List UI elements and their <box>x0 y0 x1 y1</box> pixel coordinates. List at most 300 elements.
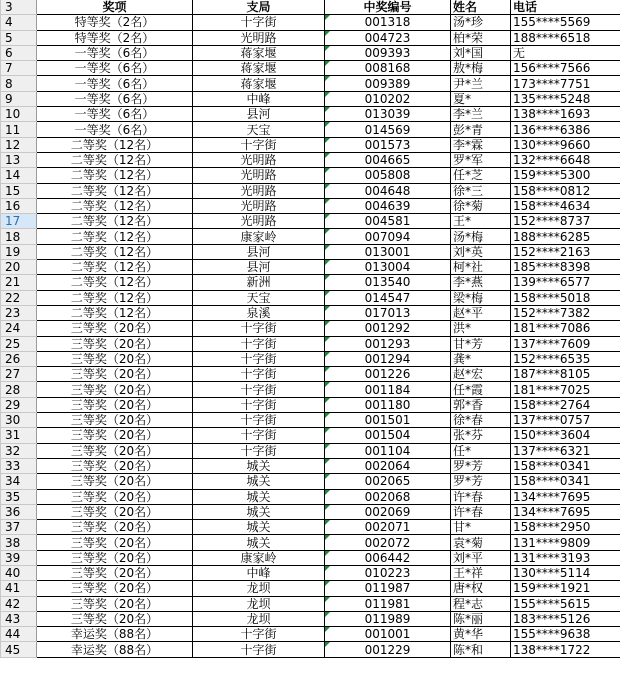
cell-name[interactable]: 程*志 <box>451 596 511 611</box>
cell-phone[interactable]: 158****0341 <box>511 458 620 473</box>
cell-code[interactable]: 006442 <box>325 550 451 565</box>
cell-name[interactable]: 徐*春 <box>451 413 511 428</box>
cell-code[interactable]: 013001 <box>325 244 451 259</box>
row-number[interactable]: 11 <box>1 122 37 137</box>
cell-phone[interactable]: 134****7695 <box>511 489 620 504</box>
cell-prize[interactable]: 三等奖（20名） <box>37 397 193 412</box>
cell-name[interactable]: 陈*丽 <box>451 611 511 626</box>
cell-code[interactable]: 010223 <box>325 565 451 580</box>
cell-branch[interactable]: 光明路 <box>193 214 325 229</box>
cell-branch[interactable]: 蒋家堰 <box>193 45 325 60</box>
cell-name[interactable]: 王* <box>451 214 511 229</box>
cell-name[interactable]: 李*燕 <box>451 275 511 290</box>
cell-code[interactable]: 002068 <box>325 489 451 504</box>
cell-phone[interactable]: 155****5569 <box>511 15 620 30</box>
row-number[interactable]: 17 <box>1 214 37 229</box>
cell-prize[interactable]: 三等奖（20名） <box>37 520 193 535</box>
cell-code[interactable]: 004648 <box>325 183 451 198</box>
cell-branch[interactable]: 新洲 <box>193 275 325 290</box>
row-number[interactable]: 42 <box>1 596 37 611</box>
cell-branch[interactable]: 城关 <box>193 458 325 473</box>
cell-branch[interactable]: 泉溪 <box>193 305 325 320</box>
cell-branch[interactable]: 龙坝 <box>193 596 325 611</box>
cell-phone[interactable]: 181****7086 <box>511 321 620 336</box>
cell-branch[interactable]: 十字街 <box>193 367 325 382</box>
row-number[interactable]: 9 <box>1 91 37 106</box>
cell-code[interactable]: 001229 <box>325 642 451 657</box>
cell-code[interactable]: 001226 <box>325 367 451 382</box>
header-row <box>1 0 620 15</box>
cell-prize[interactable]: 二等奖（12名） <box>37 290 193 305</box>
cell-branch[interactable]: 十字街 <box>193 397 325 412</box>
header-prize[interactable]: 奖项 <box>37 0 193 15</box>
cell-name[interactable]: 刘*国 <box>451 45 511 60</box>
row-number[interactable]: 8 <box>1 76 37 91</box>
cell-code[interactable]: 002064 <box>325 458 451 473</box>
cell-name[interactable]: 李*兰 <box>451 107 511 122</box>
cell-name[interactable]: 任*芝 <box>451 168 511 183</box>
cell-phone[interactable]: 158****0341 <box>511 474 620 489</box>
row-number[interactable]: 19 <box>1 244 37 259</box>
cell-branch[interactable]: 光明路 <box>193 30 325 45</box>
cell-code[interactable]: 001501 <box>325 413 451 428</box>
cell-branch[interactable]: 城关 <box>193 520 325 535</box>
row-number[interactable]: 31 <box>1 428 37 443</box>
cell-code[interactable]: 001504 <box>325 428 451 443</box>
cell-code[interactable]: 001001 <box>325 627 451 642</box>
cell-prize[interactable]: 二等奖（12名） <box>37 275 193 290</box>
cell-prize[interactable]: 三等奖（20名） <box>37 351 193 366</box>
cell-branch[interactable]: 中峰 <box>193 91 325 106</box>
cell-name[interactable]: 徐*菊 <box>451 198 511 213</box>
cell-prize[interactable]: 三等奖（20名） <box>37 413 193 428</box>
cell-name[interactable]: 刘*英 <box>451 244 511 259</box>
cell-phone[interactable]: 130****9660 <box>511 137 620 152</box>
table-row <box>1 244 620 259</box>
row-number[interactable]: 27 <box>1 367 37 382</box>
cell-phone[interactable]: 155****5615 <box>511 596 620 611</box>
cell-prize[interactable]: 三等奖（20名） <box>37 596 193 611</box>
table-row <box>1 107 620 122</box>
cell-code[interactable]: 017013 <box>325 305 451 320</box>
table-row <box>1 581 620 596</box>
table-row <box>1 596 620 611</box>
cell-prize[interactable]: 幸运奖（88名） <box>37 627 193 642</box>
cell-phone[interactable]: 152****6535 <box>511 351 620 366</box>
cell-phone[interactable]: 152****2163 <box>511 244 620 259</box>
cell-prize[interactable]: 三等奖（20名） <box>37 474 193 489</box>
cell-name[interactable]: 彭*青 <box>451 122 511 137</box>
cell-branch[interactable]: 十字街 <box>193 413 325 428</box>
cell-name[interactable]: 敖*梅 <box>451 61 511 76</box>
cell-name[interactable]: 夏* <box>451 91 511 106</box>
cell-prize[interactable]: 一等奖（6名） <box>37 45 193 60</box>
row-number[interactable]: 4 <box>1 15 37 30</box>
cell-name[interactable]: 袁*菊 <box>451 535 511 550</box>
cell-code[interactable]: 001573 <box>325 137 451 152</box>
table-row <box>1 122 620 137</box>
cell-prize[interactable]: 一等奖（6名） <box>37 91 193 106</box>
cell-prize[interactable]: 三等奖（20名） <box>37 428 193 443</box>
cell-name[interactable]: 甘* <box>451 520 511 535</box>
cell-prize[interactable]: 二等奖（12名） <box>37 183 193 198</box>
cell-name[interactable]: 徐*三 <box>451 183 511 198</box>
cell-code[interactable]: 013004 <box>325 260 451 275</box>
row-number[interactable]: 26 <box>1 351 37 366</box>
header-name[interactable]: 姓名 <box>451 0 511 15</box>
row-number[interactable]: 33 <box>1 458 37 473</box>
cell-code[interactable]: 002065 <box>325 474 451 489</box>
cell-phone[interactable]: 131****9809 <box>511 535 620 550</box>
table-row <box>1 382 620 397</box>
cell-phone[interactable]: 156****7566 <box>511 61 620 76</box>
table-row <box>1 275 620 290</box>
cell-name[interactable]: 龚* <box>451 351 511 366</box>
cell-code[interactable]: 011987 <box>325 581 451 596</box>
cell-prize[interactable]: 三等奖（20名） <box>37 443 193 458</box>
cell-branch[interactable]: 蒋家堰 <box>193 76 325 91</box>
row-number[interactable]: 20 <box>1 260 37 275</box>
cell-name[interactable]: 黄*华 <box>451 627 511 642</box>
row-number[interactable]: 41 <box>1 581 37 596</box>
cell-phone[interactable]: 150****3604 <box>511 428 620 443</box>
row-number[interactable]: 35 <box>1 489 37 504</box>
cell-name[interactable]: 柏*荣 <box>451 30 511 45</box>
cell-phone[interactable]: 158****4634 <box>511 198 620 213</box>
cell-prize[interactable]: 二等奖（12名） <box>37 244 193 259</box>
cell-code[interactable]: 001104 <box>325 443 451 458</box>
row-number[interactable]: 14 <box>1 168 37 183</box>
cell-name[interactable]: 汤*梅 <box>451 229 511 244</box>
cell-name[interactable]: 张*芬 <box>451 428 511 443</box>
table-row <box>1 336 620 351</box>
cell-name[interactable]: 罗*芳 <box>451 474 511 489</box>
cell-phone[interactable]: 159****1921 <box>511 581 620 596</box>
cell-phone[interactable]: 188****6518 <box>511 30 620 45</box>
table-row <box>1 474 620 489</box>
row-number[interactable]: 6 <box>1 45 37 60</box>
table-row <box>1 611 620 626</box>
cell-prize[interactable]: 三等奖（20名） <box>37 489 193 504</box>
cell-phone[interactable]: 158****5018 <box>511 290 620 305</box>
row-number[interactable]: 38 <box>1 535 37 550</box>
cell-prize[interactable]: 二等奖（12名） <box>37 305 193 320</box>
cell-branch[interactable]: 康家岭 <box>193 550 325 565</box>
cell-phone[interactable]: 155****9638 <box>511 627 620 642</box>
cell-prize[interactable]: 一等奖（6名） <box>37 61 193 76</box>
cell-code[interactable]: 014569 <box>325 122 451 137</box>
cell-name[interactable]: 李*霖 <box>451 137 511 152</box>
cell-code[interactable]: 002069 <box>325 504 451 519</box>
cell-phone[interactable]: 158****2950 <box>511 520 620 535</box>
cell-name[interactable]: 赵*宏 <box>451 367 511 382</box>
cell-prize[interactable]: 三等奖（20名） <box>37 458 193 473</box>
cell-branch[interactable]: 天宝 <box>193 290 325 305</box>
cell-branch[interactable]: 县河 <box>193 260 325 275</box>
cell-phone[interactable]: 158****0812 <box>511 183 620 198</box>
cell-phone[interactable]: 188****6285 <box>511 229 620 244</box>
cell-code[interactable]: 001318 <box>325 15 451 30</box>
cell-name[interactable]: 郭*香 <box>451 397 511 412</box>
table-row <box>1 642 620 657</box>
cell-branch[interactable]: 十字街 <box>193 443 325 458</box>
table-row <box>1 397 620 412</box>
cell-prize[interactable]: 二等奖（12名） <box>37 152 193 167</box>
cell-code[interactable]: 001180 <box>325 397 451 412</box>
table-row <box>1 489 620 504</box>
cell-code[interactable]: 004665 <box>325 152 451 167</box>
cell-prize[interactable]: 三等奖（20名） <box>37 382 193 397</box>
cell-prize[interactable]: 幸运奖（88名） <box>37 642 193 657</box>
cell-branch[interactable]: 十字街 <box>193 351 325 366</box>
cell-code[interactable]: 002071 <box>325 520 451 535</box>
cell-prize[interactable]: 三等奖（20名） <box>37 367 193 382</box>
table-row <box>1 137 620 152</box>
cell-phone[interactable]: 185****8398 <box>511 260 620 275</box>
cell-code[interactable]: 010202 <box>325 91 451 106</box>
cell-phone[interactable]: 136****6386 <box>511 122 620 137</box>
cell-prize[interactable]: 二等奖（12名） <box>37 214 193 229</box>
cell-branch[interactable]: 县河 <box>193 244 325 259</box>
cell-phone[interactable]: 130****5114 <box>511 565 620 580</box>
cell-name[interactable]: 许*春 <box>451 504 511 519</box>
cell-branch[interactable]: 光明路 <box>193 168 325 183</box>
row-number[interactable]: 10 <box>1 107 37 122</box>
cell-code[interactable]: 001293 <box>325 336 451 351</box>
cell-prize[interactable]: 三等奖（20名） <box>37 550 193 565</box>
cell-prize[interactable]: 三等奖（20名） <box>37 504 193 519</box>
cell-branch[interactable]: 天宝 <box>193 122 325 137</box>
row-number[interactable]: 22 <box>1 290 37 305</box>
cell-prize[interactable]: 二等奖（12名） <box>37 260 193 275</box>
cell-phone[interactable]: 138****1693 <box>511 107 620 122</box>
cell-branch[interactable]: 城关 <box>193 474 325 489</box>
cell-branch[interactable]: 十字街 <box>193 627 325 642</box>
row-number[interactable]: 18 <box>1 229 37 244</box>
cell-prize[interactable]: 三等奖（20名） <box>37 535 193 550</box>
cell-code[interactable]: 011989 <box>325 611 451 626</box>
row-number[interactable]: 39 <box>1 550 37 565</box>
cell-branch[interactable]: 十字街 <box>193 321 325 336</box>
cell-name[interactable]: 任*霞 <box>451 382 511 397</box>
header-branch[interactable]: 支局 <box>193 0 325 15</box>
cell-phone[interactable]: 无 <box>511 45 620 60</box>
cell-branch[interactable]: 十字街 <box>193 642 325 657</box>
table-row <box>1 229 620 244</box>
table-row <box>1 91 620 106</box>
cell-branch[interactable]: 龙坝 <box>193 581 325 596</box>
cell-branch[interactable]: 城关 <box>193 535 325 550</box>
cell-name[interactable]: 罗*军 <box>451 152 511 167</box>
cell-name[interactable]: 汤*珍 <box>451 15 511 30</box>
table-row <box>1 61 620 76</box>
table-row <box>1 15 620 30</box>
cell-code[interactable]: 001292 <box>325 321 451 336</box>
cell-phone[interactable]: 137****0757 <box>511 413 620 428</box>
row-number[interactable]: 34 <box>1 474 37 489</box>
cell-branch[interactable]: 十字街 <box>193 15 325 30</box>
cell-branch[interactable]: 城关 <box>193 504 325 519</box>
cell-phone[interactable]: 132****6648 <box>511 152 620 167</box>
cell-code[interactable]: 004723 <box>325 30 451 45</box>
table-row <box>1 30 620 45</box>
cell-name[interactable]: 刘*平 <box>451 550 511 565</box>
table-row <box>1 351 620 366</box>
cell-branch[interactable]: 十字街 <box>193 336 325 351</box>
table-row <box>1 367 620 382</box>
cell-branch[interactable]: 光明路 <box>193 198 325 213</box>
cell-code[interactable]: 014547 <box>325 290 451 305</box>
row-number[interactable]: 37 <box>1 520 37 535</box>
row-number[interactable]: 40 <box>1 565 37 580</box>
row-number[interactable]: 7 <box>1 61 37 76</box>
cell-branch[interactable]: 十字街 <box>193 428 325 443</box>
cell-branch[interactable]: 光明路 <box>193 152 325 167</box>
cell-name[interactable]: 陈*和 <box>451 642 511 657</box>
cell-branch[interactable]: 县河 <box>193 107 325 122</box>
cell-code[interactable]: 005808 <box>325 168 451 183</box>
table-row <box>1 168 620 183</box>
cell-phone[interactable]: 152****7382 <box>511 305 620 320</box>
cell-phone[interactable]: 137****7609 <box>511 336 620 351</box>
cell-branch[interactable]: 十字街 <box>193 137 325 152</box>
table-row <box>1 198 620 213</box>
cell-code[interactable]: 009389 <box>325 76 451 91</box>
cell-phone[interactable]: 134****7695 <box>511 504 620 519</box>
cell-prize[interactable]: 特等奖（2名） <box>37 30 193 45</box>
cell-name[interactable]: 赵*平 <box>451 305 511 320</box>
cell-name[interactable]: 甘*芳 <box>451 336 511 351</box>
cell-name[interactable]: 王*祥 <box>451 565 511 580</box>
cell-phone[interactable]: 135****5248 <box>511 91 620 106</box>
table-row <box>1 504 620 519</box>
cell-prize[interactable]: 一等奖（6名） <box>37 107 193 122</box>
cell-name[interactable]: 任* <box>451 443 511 458</box>
cell-name[interactable]: 尹*兰 <box>451 76 511 91</box>
table-row <box>1 260 620 275</box>
row-number[interactable]: 5 <box>1 30 37 45</box>
cell-name[interactable]: 梁*梅 <box>451 290 511 305</box>
cell-phone[interactable]: 181****7025 <box>511 382 620 397</box>
cell-prize[interactable]: 二等奖（12名） <box>37 198 193 213</box>
table-row <box>1 428 620 443</box>
table-row <box>1 76 620 91</box>
cell-phone[interactable]: 187****8105 <box>511 367 620 382</box>
cell-code[interactable]: 001294 <box>325 351 451 366</box>
cell-prize[interactable]: 二等奖（12名） <box>37 229 193 244</box>
row-number[interactable]: 28 <box>1 382 37 397</box>
cell-code[interactable]: 011981 <box>325 596 451 611</box>
header-phone[interactable]: 电话 <box>511 0 620 15</box>
row-number[interactable]: 44 <box>1 627 37 642</box>
cell-code[interactable]: 004581 <box>325 214 451 229</box>
cell-prize[interactable]: 三等奖（20名） <box>37 581 193 596</box>
row-number[interactable]: 12 <box>1 137 37 152</box>
header-code[interactable]: 中奖编号 <box>325 0 451 15</box>
cell-prize[interactable]: 三等奖（20名） <box>37 321 193 336</box>
cell-name[interactable]: 唐*权 <box>451 581 511 596</box>
cell-branch[interactable]: 中峰 <box>193 565 325 580</box>
cell-prize[interactable]: 二等奖（12名） <box>37 168 193 183</box>
cell-code[interactable]: 004639 <box>325 198 451 213</box>
cell-prize[interactable]: 一等奖（6名） <box>37 122 193 137</box>
cell-branch[interactable]: 蒋家堰 <box>193 61 325 76</box>
table-row <box>1 443 620 458</box>
table-row <box>1 550 620 565</box>
table-row <box>1 413 620 428</box>
cell-phone[interactable]: 152****8737 <box>511 214 620 229</box>
cell-phone[interactable]: 131****3193 <box>511 550 620 565</box>
cell-phone[interactable]: 183****5126 <box>511 611 620 626</box>
table-row <box>1 305 620 320</box>
cell-code[interactable]: 009393 <box>325 45 451 60</box>
cell-name[interactable]: 罗*芳 <box>451 458 511 473</box>
cell-phone[interactable]: 159****5300 <box>511 168 620 183</box>
row-number[interactable]: 29 <box>1 397 37 412</box>
row-number[interactable]: 16 <box>1 198 37 213</box>
table-row <box>1 183 620 198</box>
cell-code[interactable]: 001184 <box>325 382 451 397</box>
row-number[interactable]: 45 <box>1 642 37 657</box>
row-number[interactable]: 32 <box>1 443 37 458</box>
cell-code[interactable]: 002072 <box>325 535 451 550</box>
row-number[interactable]: 21 <box>1 275 37 290</box>
cell-prize[interactable]: 三等奖（20名） <box>37 611 193 626</box>
table-row <box>1 520 620 535</box>
row-number[interactable]: 25 <box>1 336 37 351</box>
row-number[interactable]: 36 <box>1 504 37 519</box>
cell-name[interactable]: 洪* <box>451 321 511 336</box>
cell-phone[interactable]: 138****1722 <box>511 642 620 657</box>
row-number[interactable]: 43 <box>1 611 37 626</box>
cell-code[interactable]: 008168 <box>325 61 451 76</box>
cell-phone[interactable]: 139****6577 <box>511 275 620 290</box>
cell-prize[interactable]: 三等奖（20名） <box>37 565 193 580</box>
cell-prize[interactable]: 三等奖（20名） <box>37 336 193 351</box>
table-row <box>1 535 620 550</box>
table-row <box>1 458 620 473</box>
cell-phone[interactable]: 158****2764 <box>511 397 620 412</box>
cell-branch[interactable]: 龙坝 <box>193 611 325 626</box>
row-number[interactable]: 24 <box>1 321 37 336</box>
cell-name[interactable]: 许*春 <box>451 489 511 504</box>
cell-prize[interactable]: 二等奖（12名） <box>37 137 193 152</box>
cell-branch[interactable]: 十字街 <box>193 382 325 397</box>
cell-branch[interactable]: 城关 <box>193 489 325 504</box>
row-number[interactable]: 15 <box>1 183 37 198</box>
table-row <box>1 321 620 336</box>
cell-prize[interactable]: 特等奖（2名） <box>37 15 193 30</box>
cell-phone[interactable]: 173****7751 <box>511 76 620 91</box>
cell-branch[interactable]: 康家岭 <box>193 229 325 244</box>
row-number[interactable]: 23 <box>1 305 37 320</box>
cell-code[interactable]: 007094 <box>325 229 451 244</box>
cell-code[interactable]: 013540 <box>325 275 451 290</box>
cell-branch[interactable]: 光明路 <box>193 183 325 198</box>
table-row <box>1 565 620 580</box>
row-number[interactable]: 3 <box>1 0 37 15</box>
table-row <box>1 45 620 60</box>
table-row <box>1 152 620 167</box>
row-number[interactable]: 13 <box>1 152 37 167</box>
table-row <box>1 290 620 305</box>
row-number[interactable]: 30 <box>1 413 37 428</box>
table-row <box>1 627 620 642</box>
cell-prize[interactable]: 一等奖（6名） <box>37 76 193 91</box>
cell-phone[interactable]: 137****6321 <box>511 443 620 458</box>
cell-code[interactable]: 013039 <box>325 107 451 122</box>
cell-name[interactable]: 柯*社 <box>451 260 511 275</box>
